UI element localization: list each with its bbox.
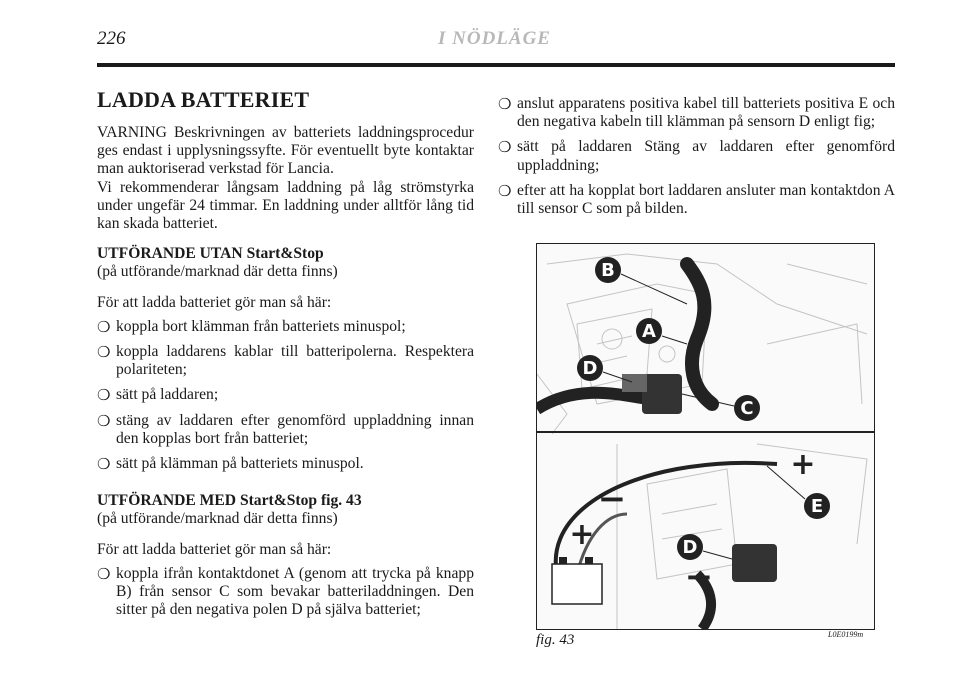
section2-intro: För att ladda batteriet gör man så här: [97,540,332,558]
list-item: ❍ stäng av laddaren efter genomförd uppladdning innan den kopplas bort från batteriet; [97,411,474,447]
label-b: B [601,260,615,281]
section1-note: (på utförande/marknad där detta finns) [97,263,338,281]
battery-illustration [537,244,874,629]
label-a: A [642,321,656,342]
figure-caption: fig. 43 [536,632,575,648]
section2-note: (på utförande/marknad där detta finns) [97,510,338,528]
warning-text: VARNING Beskrivningen av batteriets laddningsprocedur ges endast i upplysningssyfte. För eventuellt byte kontaktar man auktoriserad verkstad för Lancia. [97,124,474,178]
list-item: ❍ koppla bort klämman från batteriets minuspol; [97,317,406,336]
section2-heading: UTFÖRANDE MED Start&Stop fig. 43 [97,492,362,510]
minus-sign-left: − [597,479,627,519]
list-item: ❍ efter att ha kopplat bort laddaren ansluter man kontaktdon A till sensor C som på bilden. [498,181,895,218]
list-item: ❍ sätt på klämman på batteriets minuspol. [97,455,364,474]
left-column [97,88,474,626]
battery-icon [552,564,602,604]
label-e: E [810,496,824,517]
list-item: ❍ anslut apparatens positiva kabel till batteriets positiva E och den negativa kabeln till klämman på sensorn D enligt fig; [498,95,895,131]
label-c: C [740,398,754,419]
plus-sign-top: + [790,447,816,482]
label-d-bottom: D [682,537,698,558]
label-d-top: D [582,358,598,379]
recommendation-text: Vi rekommenderar långsam laddning på låg strömstyrka under ungefär 24 timmar. En laddning under alltför lång tid kan skada batteriet. [97,178,474,233]
figure-code: L0E0199m [828,630,864,639]
list-item: ❍ koppla laddarens kablar till batteripolerna. Respektera polariteten; [97,343,474,379]
sensor-c-shape [642,374,682,414]
right-column [498,95,895,225]
section1-heading: UTFÖRANDE UTAN Start&Stop [97,245,324,263]
section1-steps [97,318,474,473]
list-item: ❍ koppla ifrån kontaktdonet A (genom att trycka på knapp B) från sensor C som bevakar batteriladdningen. Den sitter på den negativa polen D på själva batteriet; [97,564,474,619]
page-number: 226 [97,28,126,49]
figure-43 [536,243,875,630]
header-rule [97,63,895,67]
minus-sign-bottom: − [684,557,714,597]
section-title: LADDA BATTERIET [97,87,310,112]
chapter-title: I NÖDLÄGE [438,28,551,49]
section2-steps-left [97,565,474,620]
section2-steps-right [498,95,895,218]
list-item: ❍ sätt på laddaren Stäng av laddaren efter genomförd uppladdning; [498,138,895,174]
plus-sign-left: + [569,517,595,552]
section1-intro: För att ladda batteriet gör man så här: [97,293,332,311]
list-item: ❍ sätt på laddaren; [97,386,219,405]
